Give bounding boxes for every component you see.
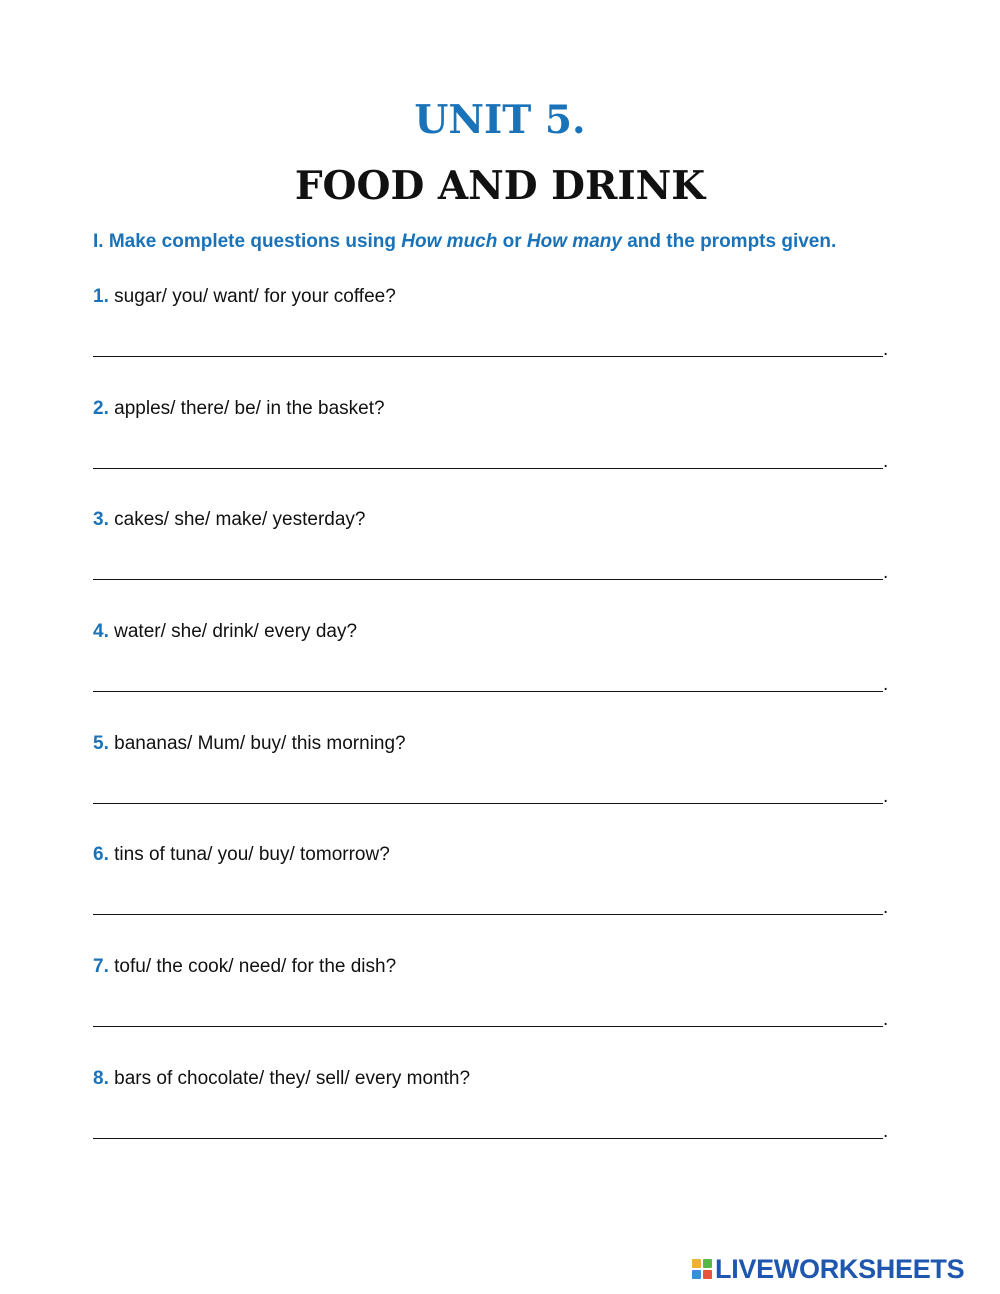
logo-square bbox=[703, 1259, 712, 1268]
question-prompt bbox=[93, 730, 893, 758]
question-prompt bbox=[93, 953, 893, 981]
question-item bbox=[93, 395, 893, 507]
answer-line[interactable] bbox=[93, 336, 883, 357]
question-number: 7. bbox=[93, 956, 109, 978]
answer-line[interactable] bbox=[93, 559, 883, 580]
question-text: sugar/ you/ want/ for your coffee? bbox=[114, 286, 396, 307]
answer-period: . bbox=[883, 450, 889, 472]
logo-square bbox=[692, 1270, 701, 1279]
answer-period: . bbox=[883, 339, 889, 360]
question-number: 5. bbox=[93, 732, 109, 754]
answer-line[interactable] bbox=[93, 1006, 883, 1027]
answer-period: . bbox=[883, 1120, 889, 1142]
question-item bbox=[93, 506, 893, 618]
question-number: 2. bbox=[93, 397, 109, 419]
logo-text: LIVEWORKSHEETS bbox=[715, 1254, 965, 1284]
answer-period: . bbox=[883, 897, 889, 919]
page-title: FOOD AND DRINK bbox=[294, 163, 706, 209]
question-number: 8. bbox=[93, 1067, 109, 1089]
logo-squares-icon bbox=[692, 1259, 712, 1279]
question-item bbox=[93, 283, 893, 395]
question-prompt bbox=[93, 395, 893, 423]
question-number: 1. bbox=[93, 286, 109, 307]
instruction-prefix: I. Make complete questions using bbox=[93, 231, 402, 252]
question-prompt bbox=[93, 1065, 893, 1093]
logo-square bbox=[703, 1270, 712, 1279]
question-number: 3. bbox=[93, 509, 109, 531]
question-item bbox=[93, 618, 893, 730]
question-item bbox=[93, 841, 893, 953]
liveworksheets-logo bbox=[692, 1254, 964, 1284]
question-text: tofu/ the cook/ need/ for the dish? bbox=[114, 956, 397, 978]
question-prompt bbox=[93, 283, 893, 311]
answer-line[interactable] bbox=[93, 783, 883, 804]
instruction-suffix: and the prompts given. bbox=[621, 231, 837, 252]
answer-line[interactable] bbox=[93, 448, 883, 469]
question-list bbox=[93, 283, 893, 1177]
question-number: 6. bbox=[93, 844, 109, 866]
unit-title: UNIT 5. bbox=[414, 97, 586, 143]
question-prompt bbox=[93, 506, 893, 534]
answer-period: . bbox=[883, 1009, 889, 1031]
answer-line[interactable] bbox=[93, 894, 883, 915]
question-prompt bbox=[93, 618, 893, 646]
question-text: cakes/ she/ make/ yesterday? bbox=[114, 509, 366, 531]
question-text: bars of chocolate/ they/ sell/ every month? bbox=[114, 1067, 471, 1089]
question-text: bananas/ Mum/ buy/ this morning? bbox=[114, 732, 406, 754]
answer-line[interactable] bbox=[93, 1118, 883, 1139]
question-text: water/ she/ drink/ every day? bbox=[114, 621, 358, 643]
question-text: apples/ there/ be/ in the basket? bbox=[114, 397, 385, 419]
question-item bbox=[93, 730, 893, 842]
question-text: tins of tuna/ you/ buy/ tomorrow? bbox=[114, 844, 390, 866]
question-number: 4. bbox=[93, 621, 109, 643]
answer-period: . bbox=[883, 674, 889, 696]
answer-period: . bbox=[883, 785, 889, 807]
instruction bbox=[93, 228, 953, 256]
logo-square bbox=[692, 1259, 701, 1268]
instruction-how-many: How many bbox=[526, 231, 622, 252]
instruction-middle: or bbox=[497, 231, 527, 252]
instruction-how-much: How much bbox=[401, 231, 498, 252]
question-item bbox=[93, 953, 893, 1065]
answer-line[interactable] bbox=[93, 671, 883, 692]
question-prompt bbox=[93, 841, 893, 869]
question-item bbox=[93, 1065, 893, 1177]
answer-period: . bbox=[883, 562, 889, 584]
